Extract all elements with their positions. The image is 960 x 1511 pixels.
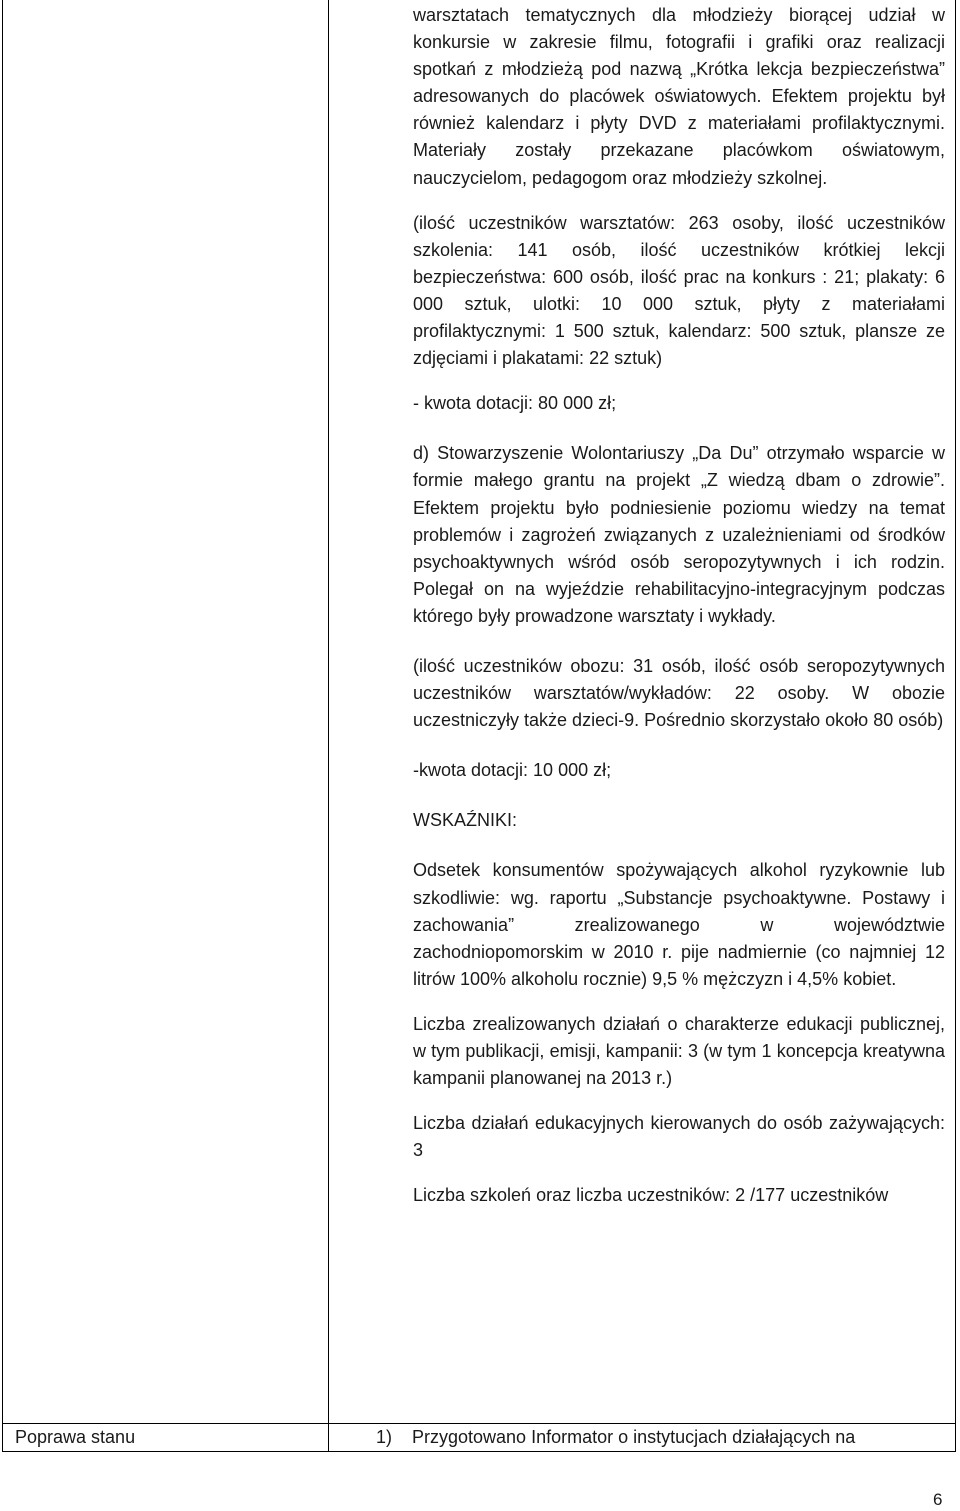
paragraph-grant-amount-2: -kwota dotacji: 10 000 zł;	[413, 760, 612, 781]
paragraph-participants-stats: (ilość uczestników warsztatów: 263 osoby, ilość uczestników szkolenia: 141 osób, ilość uczestników krótkiej lekcji bezpieczeństwa: 600 osób, ilość prac na konkurs : 21; plakaty: 6 000 sztuk, ulotki: 10 000 sztuk, płyty z materiałami profilaktycznymi: 1 500 sztuk, kalendarz: 500 sztuk, plansze ze zdjęciami i plakatami: 22 sztuk)	[413, 212, 945, 369]
paragraph-indicator-users: Liczba działań edukacyjnych kierowanych do osób zażywających: 3	[413, 1113, 945, 1161]
table-border-right	[955, 0, 956, 1451]
item-text: Przygotowano Informator o instytucjach działających na	[412, 1427, 856, 1447]
paragraph-indicator-alcohol: Odsetek konsumentów spożywających alkohol ryzykownie lub szkodliwie: wg. raportu „Substancje psychoaktywne. Postawy i zachowania” zrealizowanego w województwie zachodniopomorskim w 2010 r. pije nadmiernie (co najmniej 12 litrów 100% alkoholu rocznie) 9,5 % mężczyzn i 4,5% kobiet.	[413, 860, 945, 989]
item-number: 1)	[376, 1427, 393, 1447]
row-label-cell: Poprawa stanu	[15, 1427, 136, 1447]
paragraph-camp-stats: (ilość uczestników obozu: 31 osób, ilość osób seropozytywnych uczestników warsztatów/wykładów: 22 osoby. W obozie uczestniczyły także dzieci-9. Pośrednio skorzystało około 80 osób)	[413, 655, 945, 731]
table-row-bottom	[2, 1451, 956, 1452]
paragraph-project-description: warsztatach tematycznych dla młodzieży biorącej udział w konkursie w zakresie filmu, fotografii i grafiki oraz realizacji spotkań z młodzieżą pod nazwą „Krótka lekcja bezpieczeństwa” adresowanych do placówek oświatowych. Efektem projektu był również kalendarz i płyty DVD z materiałami profilaktycznymi. Materiały zostały przekazane placówkom oświatowym, nauczycielom, pedagogom oraz młodzieży szkolnej.	[413, 5, 945, 188]
table-right-cell-content	[413, 2, 945, 1209]
page-number: 6	[933, 1490, 943, 1509]
paragraph-indicator-trainings: Liczba szkoleń oraz liczba uczestników: 2 /177 uczestników	[413, 1185, 889, 1206]
row-content-cell	[376, 1424, 945, 1451]
table-border-left	[2, 0, 3, 1451]
paragraph-association-project: d) Stowarzyszenie Wolontariuszy „Da Du” otrzymało wsparcie w formie małego grantu na projekt „Z wiedzą dbam o zdrowie”. Efektem projektu było podniesienie poziomu wiedzy na temat problemów i zagrożeń związanych z uzależnieniami od środków psychoaktywnych wśród osób seropozytywnych i ich rodzin. Polegał on na wyjeździe rehabilitacyjno-integracyjnym podczas którego były prowadzone warsztaty i wykłady.	[413, 443, 945, 626]
paragraph-indicator-education: Liczba zrealizowanych działań o charakterze edukacji publicznej, w tym publikacji, emisji, kampanii: 3 (w tym 1 koncepcja kreatywna kampanii planowanej na 2013 r.)	[413, 1013, 945, 1089]
paragraph-grant-amount-1: - kwota dotacji: 80 000 zł;	[413, 393, 617, 414]
table-column-divider	[328, 0, 329, 1451]
indicators-heading: WSKAŹNIKI:	[413, 810, 518, 831]
